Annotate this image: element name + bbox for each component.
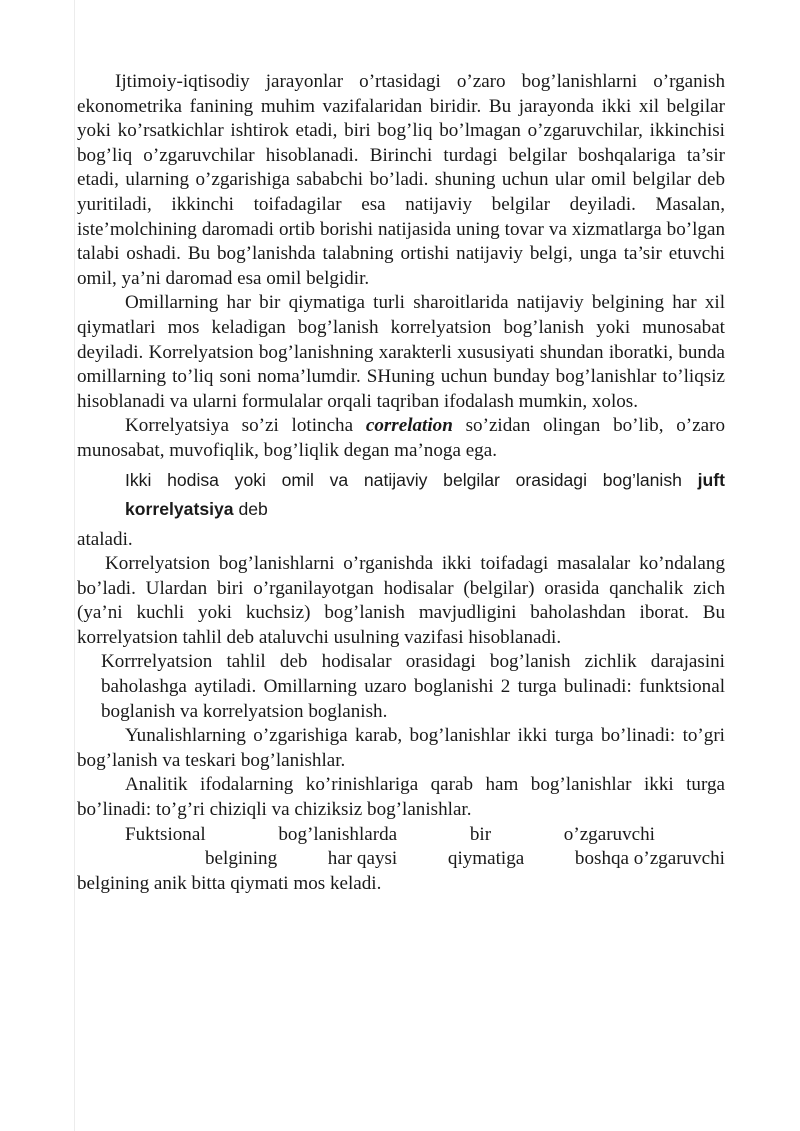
paragraph-3-text-after: so’zidan olingan bo’lib, o’zaro munosabat, muvofiqlik, bog’liqlik degan ma’noga ega. — [77, 415, 725, 461]
paragraph-9-word: boshqa o’zgaruvchi — [574, 848, 725, 870]
paragraph-9-line-3: belgining anik bitta qiymati mos keladi. — [77, 872, 382, 894]
paragraph-2: Omillarning har bir qiymatiga turli sharoitlarida natijaviy belgining har xil qiymatlari mos keladigan bog’lanish korrelyatsion bog’lanish yoki munosabat deyiladi. Korrelyatsion bog’lanishning xarakterli xususiyati shundan iboratki, bunda omillarning to’liq soni noma’lumdir. SHuning uchun bunday bog’lanishlar to’liqsiz hisoblanadi va ularni formulalar orqali taqriban ifodalash mumkin, xolos. — [77, 292, 725, 412]
paragraph-1: Ijtimoiy-iqtisodiy jarayonlar o’rtasidagi o’zaro bog’lanishlarni o’rganish ekonometrika fanining muhim vazifalaridan biridir. Bu jarayonda ikki xil belgilar yoki ko’rsatkichlar ishtirok etadi, biri bog’liq bo’lmagan o’zgaruvchilar, ikkinchisi bog’liq o’zgaruvchilar hisoblanadi. Birinchi turdagi belgilar boshqalariga ta’sir etadi, ularning o’zgarishiga sababchi bo’ladi. shuning uchun ular omil belgilar deb yuritiladi, ikkinchi toifadagilar esa natijaviy belgilar deyiladi. Masalan, iste’molchining daromadi ortib borishi natijasida uning tovar va xizmatlarga bo’lgan talabi oshadi. Bu bog’lanishda talabning ortishi natijaviy belgi, unga ta’sir etuvchi omil, ya’ni daromad esa omil belgidir. — [77, 71, 725, 289]
paragraph-5: Korrelyatsion bog’lanishlarni o’rganishda ikki toifadagi masalalar ko’ndalang bo’ladi. Ulardan biri o’rganilayotgan hodisalar (belgilar) orasida qanchalik zich (ya’ni kuchli yoki kuchsiz) bog’lanish mavjudligini baholashdan iborat. Bu korrelyatsion tahlil deb ataluvchi usulning vazifasi hisoblanadi. — [77, 553, 725, 648]
paragraph-9-line-1 — [125, 823, 655, 848]
paragraph-9-line-2 — [205, 847, 725, 872]
paragraph-9-word: qiymatiga — [447, 848, 525, 870]
paragraph-9-word: belgining — [205, 848, 278, 870]
paragraph-9-word: bir — [469, 823, 492, 845]
page-margin-line — [74, 0, 75, 1131]
paragraph-8: Analitik ifodalarning ko’rinishlariga qarab ham bog’lanishlar ikki turga bo’linadi: to’g’ri chiziqli va chiziksiz bog’lanishlar. — [77, 774, 725, 821]
term-juft-korrelyatsiya: juft korrelyatsiya — [125, 469, 725, 519]
paragraph-7: Yunalishlarning o’zgarishiga karab, bog’lanishlar ikki turga bo’linadi: to’gri bog’lanish va teskari bog’lanishlar. — [77, 725, 725, 771]
term-correlation: correlation — [365, 415, 453, 437]
paragraph-4 — [77, 466, 725, 524]
paragraph-4-text-after: deb — [233, 498, 268, 519]
paragraph-4-text-before: Ikki hodisa yoki omil va natijaviy belgilar orasidagi bog’lanish — [125, 469, 698, 490]
paragraph-9 — [77, 823, 725, 872]
paragraph-9-word: har qaysi — [327, 848, 398, 870]
paragraph-9-word: Fuktsional — [125, 823, 206, 845]
paragraph-6: Korrrelyatsion tahlil deb hodisalar orasidagi bog’lanish zichlik darajasini baholashga aytiladi. Omillarning uzaro boglanishi 2 turga bulinadi: funktsional boglanish va korrelyatsion boglanish. — [101, 651, 725, 722]
paragraph-4-continuation: ataladi. — [77, 528, 133, 550]
document-body — [77, 70, 725, 896]
paragraph-3-text-before: Korrelyatsiya so’zi lotincha — [125, 415, 366, 437]
paragraph-3 — [77, 414, 725, 463]
paragraph-9-word: o’zgaruvchi — [563, 823, 655, 845]
paragraph-9-word: bog’lanishlarda — [278, 823, 398, 845]
